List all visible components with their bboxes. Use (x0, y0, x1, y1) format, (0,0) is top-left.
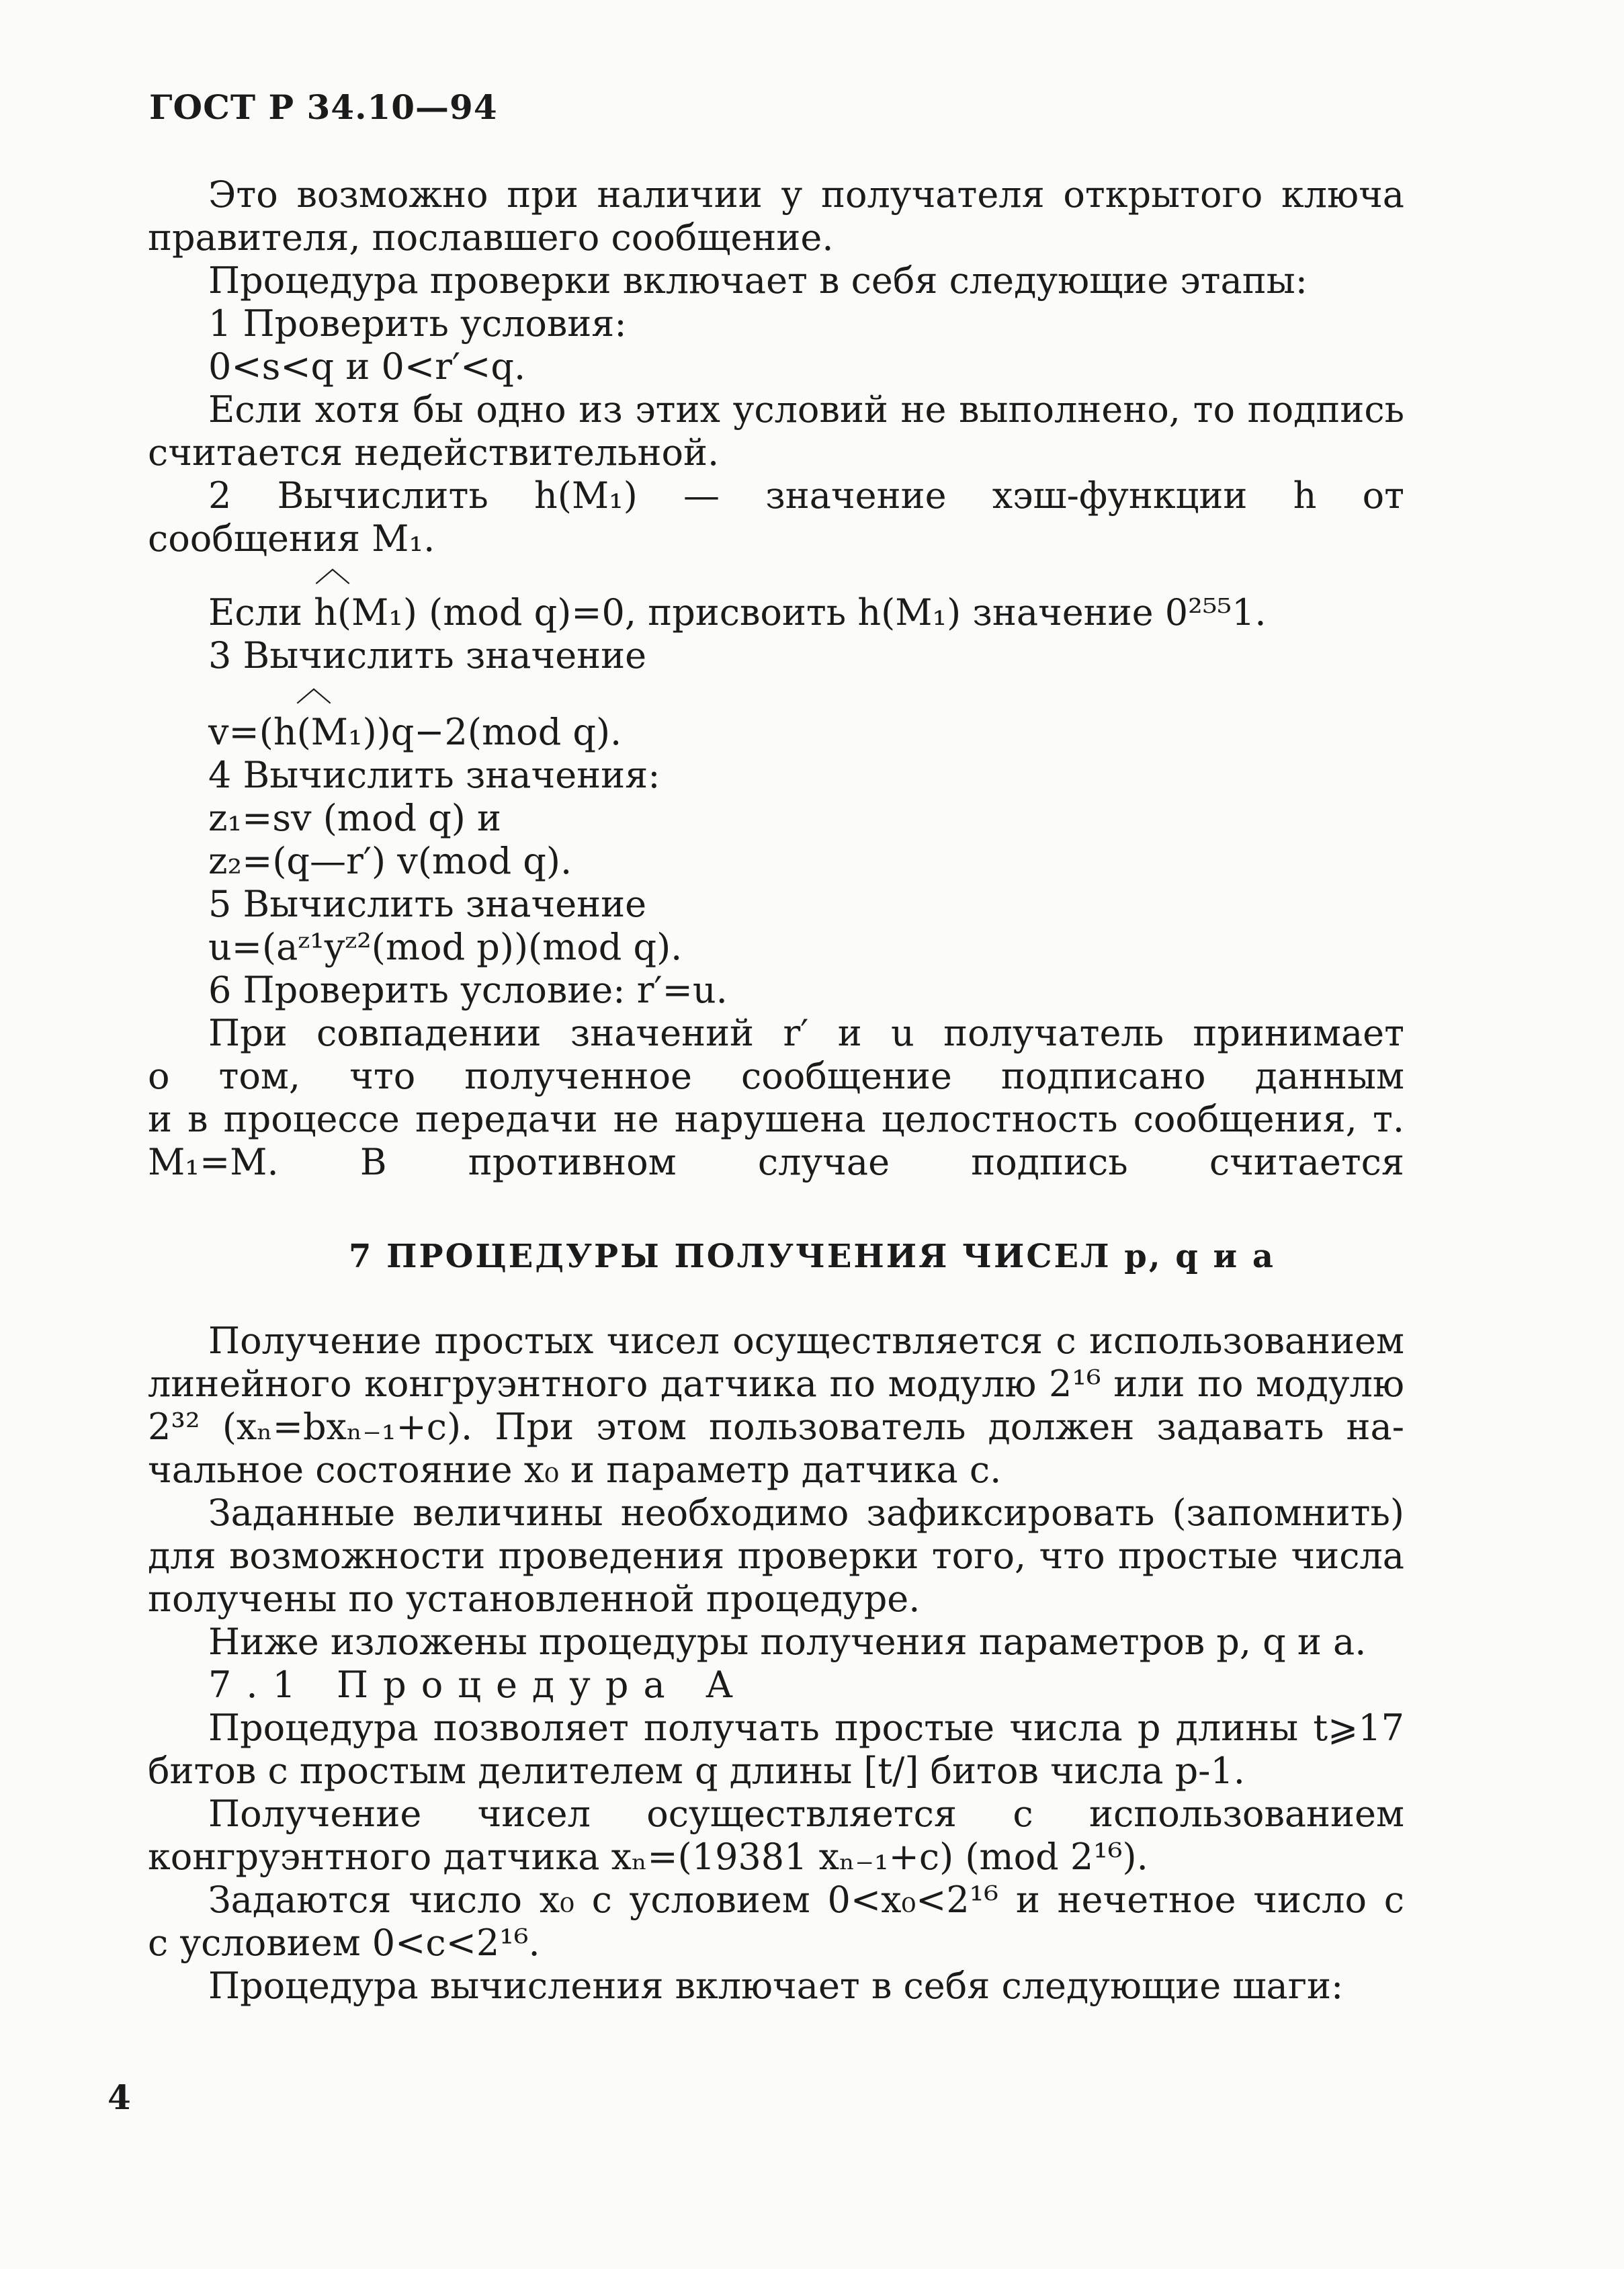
text-line: с условием 0<c<2¹⁶. (148, 1922, 540, 1964)
text-line: Процедура проверки включает в себя следующие этапы: (208, 259, 1308, 302)
text-line: битов с простым делителем q длины [t/] битов числа p-1. (148, 1750, 1245, 1792)
condition-r: 0<r′<q. (381, 345, 526, 388)
section-heading: 7 ПРОЦЕДУРЫ ПОЛУЧЕНИЯ ЧИСЕЛ p, q и a (349, 1238, 1275, 1275)
text-line: линейного конгруэнтного датчика по модулю 2¹⁶ или по модулю (148, 1363, 1404, 1405)
text-line: Это возможно при наличии у получателя открытого ключа (208, 173, 1404, 216)
text-line: Заданные величины необходимо зафиксировать (запомнить) (208, 1492, 1404, 1534)
text-line: Если хотя бы одно из этих условий не выполнено, то подпись (208, 388, 1404, 431)
step-6-title: 6 Проверить условие: r′=u. (208, 969, 728, 1011)
step-4-title: 4 Вычислить значения: (208, 754, 660, 796)
formula-z2: z₂=(q—r′) v(mod q). (208, 840, 572, 882)
step-3-title: 3 Вычислить значение (208, 634, 647, 677)
condition-and: и (345, 345, 370, 388)
text-line: M₁=M. В противном случае подпись считается (148, 1141, 1404, 1183)
text-line: получены по установленной процедуре. (148, 1578, 921, 1620)
text-line: сообщения M₁. (148, 517, 435, 560)
text-line: Задаются число x₀ с условием 0<x₀<2¹⁶ и нечетное число c (208, 1879, 1404, 1921)
text-line: Получение простых чисел осуществляется с использованием (208, 1320, 1404, 1362)
formula-z1: z₁=sv (mod q) и (208, 797, 502, 839)
condition-s: 0<s<q (208, 345, 335, 388)
step-1-title: 1 Проверить условия: (208, 302, 627, 345)
hat-accent: ︿ (314, 548, 351, 590)
hat-accent: ︿ (296, 667, 332, 710)
text-line: Получение чисел осуществляется с использованием (208, 1793, 1404, 1835)
step-1-conditions (208, 345, 525, 388)
text-line: для возможности проведения проверки того, что простые числа (148, 1535, 1404, 1577)
text-line: правителя, пославшего сообщение. (148, 216, 834, 259)
text-line: чальное состояние x₀ и параметр датчика c. (148, 1449, 1002, 1491)
step-5-title: 5 Вычислить значение (208, 883, 647, 925)
text-line: конгруэнтного датчика xₙ=(19381 xₙ₋₁+c) (mod 2¹⁶). (148, 1836, 1148, 1878)
text-line: Ниже изложены процедуры получения параметров p, q и a. (208, 1621, 1367, 1663)
document-header: ГОСТ Р 34.10—94 (149, 87, 498, 127)
text-line: При совпадении значений r′ и u получатель принимает (208, 1012, 1404, 1054)
step-2-condition: Если h(M₁) (mod q)=0, присвоить h(M₁) значение 0²⁵⁵1. (208, 591, 1267, 634)
text-line: о том, что полученное сообщение подписано данным (148, 1055, 1404, 1097)
formula-u: u=(aᶻ¹yᶻ²(mod p))(mod q). (208, 926, 683, 968)
text-line: Процедура вычисления включает в себя следующие шаги: (208, 1965, 1344, 2007)
text-line: и в процессе передачи не нарушена целостность сообщения, т. (148, 1098, 1404, 1140)
subsection-heading: 7.1 Процедура A (208, 1664, 747, 1706)
text-line: 2³² (xₙ=bxₙ₋₁+c). При этом пользователь должен задавать на- (148, 1406, 1404, 1448)
step-2-title: 2 Вычислить h(M₁) — значение хэш-функции h от (208, 474, 1404, 517)
step-3-formula: v=(h(M₁))q−2(mod q). (208, 711, 622, 753)
text-line: Процедура позволяет получать простые числа p длины t⩾17 (208, 1707, 1404, 1749)
page-number: 4 (108, 2078, 131, 2117)
text-line: считается недействительной. (148, 431, 720, 474)
